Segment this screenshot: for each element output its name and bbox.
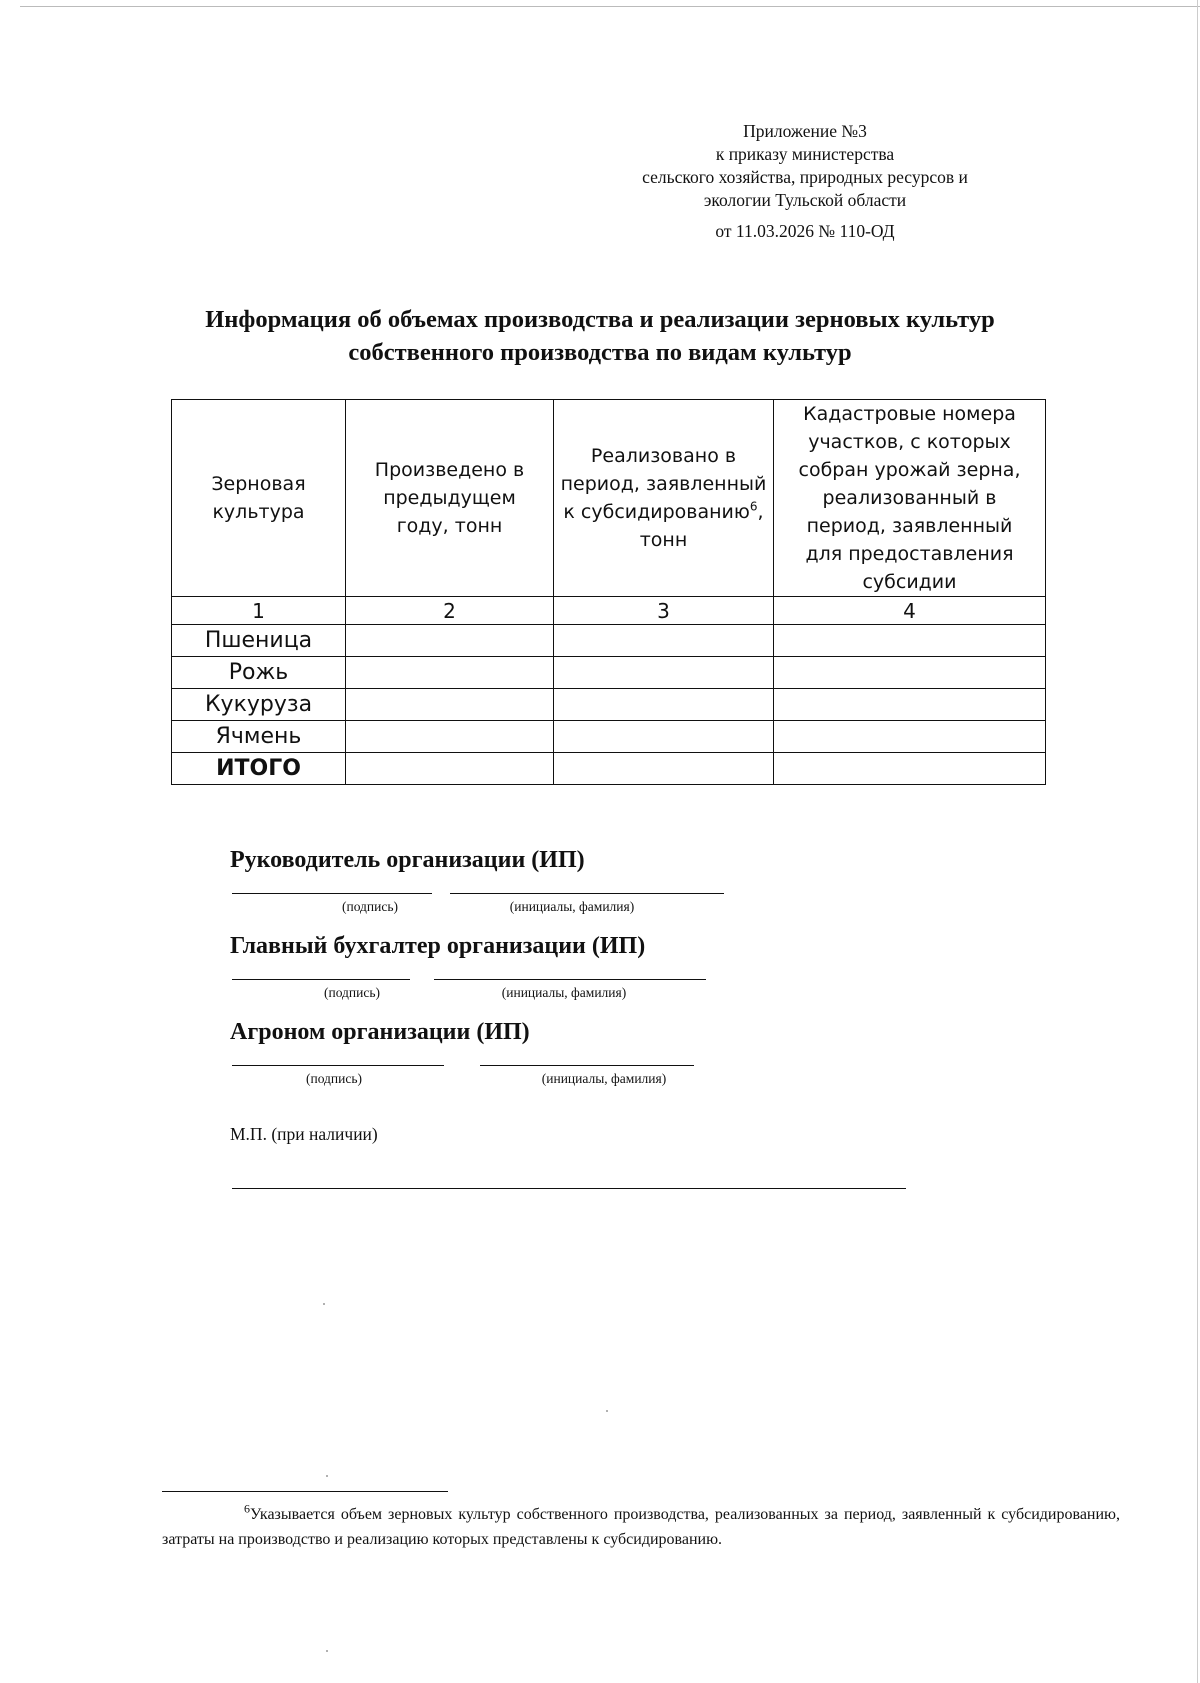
scan-edge-right — [1197, 0, 1198, 1683]
total-label: ИТОГО — [172, 753, 346, 785]
column-number: 2 — [346, 597, 554, 625]
name-line[interactable] — [450, 893, 724, 894]
signature-title: Агроном организации (ИП) — [230, 1019, 530, 1045]
signature-title: Руководитель организации (ИП) — [230, 847, 585, 873]
cadastral-cell[interactable] — [774, 721, 1046, 753]
table-header-row — [172, 400, 1046, 597]
footnote-text: Указывается объем зерновых культур собственного производства, реализованных за период, заявленный к субсидированию, затраты на производство и реализацию которых представлены к субсидированию. — [162, 1506, 1120, 1548]
cadastral-cell[interactable] — [774, 625, 1046, 657]
produced-cell[interactable] — [346, 721, 554, 753]
signature-lines — [230, 969, 950, 1000]
signature-line[interactable] — [232, 893, 432, 894]
appendix-order-ref: к приказу министерства — [715, 144, 895, 164]
signatures-section — [230, 845, 950, 1103]
scan-speck — [323, 1303, 325, 1305]
stamp-note: М.П. (при наличии) — [230, 1124, 378, 1144]
appendix-ministry: сельского хозяйства, природных ресурсов и — [642, 167, 968, 187]
name-caption: (инициалы, фамилия) — [501, 985, 627, 1000]
cadastral-total-cell[interactable] — [774, 753, 1046, 785]
signature-line[interactable] — [232, 1065, 444, 1066]
header-sold-unit: , тонн — [639, 501, 764, 551]
sold-cell[interactable] — [554, 625, 774, 657]
footnote-separator — [162, 1491, 448, 1492]
sold-cell[interactable] — [554, 689, 774, 721]
signature-caption: (подпись) — [305, 1071, 363, 1086]
document-title — [140, 303, 1060, 369]
header-cadastral: Кадастровые номера участков, с которых собран урожай зерна, реализованный в период, заявленный для предоставления субсидии — [774, 400, 1046, 597]
signature-block-agronomist — [230, 1017, 950, 1103]
scan-speck — [326, 1475, 328, 1477]
column-number: 3 — [554, 597, 774, 625]
signature-title: Главный бухгалтер организации (ИП) — [230, 933, 646, 959]
signature-block-accountant — [230, 931, 950, 1017]
column-number: 4 — [774, 597, 1046, 625]
table-row — [172, 721, 1046, 753]
name-caption: (инициалы, фамилия) — [509, 899, 635, 914]
title-line-2: собственного производства по видам культур — [348, 339, 852, 366]
cadastral-cell[interactable] — [774, 689, 1046, 721]
scan-edge-top — [20, 6, 1200, 7]
name-caption: (инициалы, фамилия) — [541, 1071, 667, 1086]
appendix-order-date: от 11.03.2026 № 110-ОД — [715, 221, 895, 241]
header-crop: Зерновая культура — [172, 400, 346, 597]
name-line[interactable] — [434, 979, 706, 980]
column-number-row — [172, 597, 1046, 625]
signature-line[interactable] — [232, 979, 410, 980]
table-row — [172, 625, 1046, 657]
table-row — [172, 657, 1046, 689]
appendix-region: экологии Тульской области — [703, 190, 907, 210]
name-line[interactable] — [480, 1065, 694, 1066]
footnote-marker: 6 — [244, 1501, 250, 1516]
signature-caption: (подпись) — [323, 985, 381, 1000]
title-line-1: Информация об объемах производства и реализации зерновых культур — [205, 306, 995, 333]
sold-cell[interactable] — [554, 657, 774, 689]
column-number: 1 — [172, 597, 346, 625]
header-produced: Произведено в предыдущем году, тонн — [346, 400, 554, 597]
footnote-marker-ref: 6 — [749, 499, 758, 514]
header-sold — [554, 400, 774, 597]
header-sold-text: Реализовано в период, заявленный к субсидированию — [560, 445, 767, 523]
produced-total-cell[interactable] — [346, 753, 554, 785]
cadastral-cell[interactable] — [774, 657, 1046, 689]
crop-name: Рожь — [172, 657, 346, 689]
produced-cell[interactable] — [346, 689, 554, 721]
appendix-header — [590, 120, 1020, 243]
sold-total-cell[interactable] — [554, 753, 774, 785]
signature-lines — [230, 883, 950, 914]
produced-cell[interactable] — [346, 657, 554, 689]
produced-cell[interactable] — [346, 625, 554, 657]
scan-speck — [326, 1650, 328, 1652]
sold-cell[interactable] — [554, 721, 774, 753]
table-row — [172, 689, 1046, 721]
signature-caption: (подпись) — [341, 899, 399, 914]
signature-block-director — [230, 845, 950, 931]
table-row-total — [172, 753, 1046, 785]
scan-speck — [606, 1410, 608, 1412]
separator-line — [232, 1188, 906, 1189]
crop-name: Кукуруза — [172, 689, 346, 721]
crop-name: Ячмень — [172, 721, 346, 753]
crop-name: Пшеница — [172, 625, 346, 657]
appendix-number: Приложение №3 — [743, 121, 867, 141]
footnote — [162, 1502, 1120, 1552]
signature-lines — [230, 1055, 950, 1086]
grain-table — [171, 399, 1046, 785]
